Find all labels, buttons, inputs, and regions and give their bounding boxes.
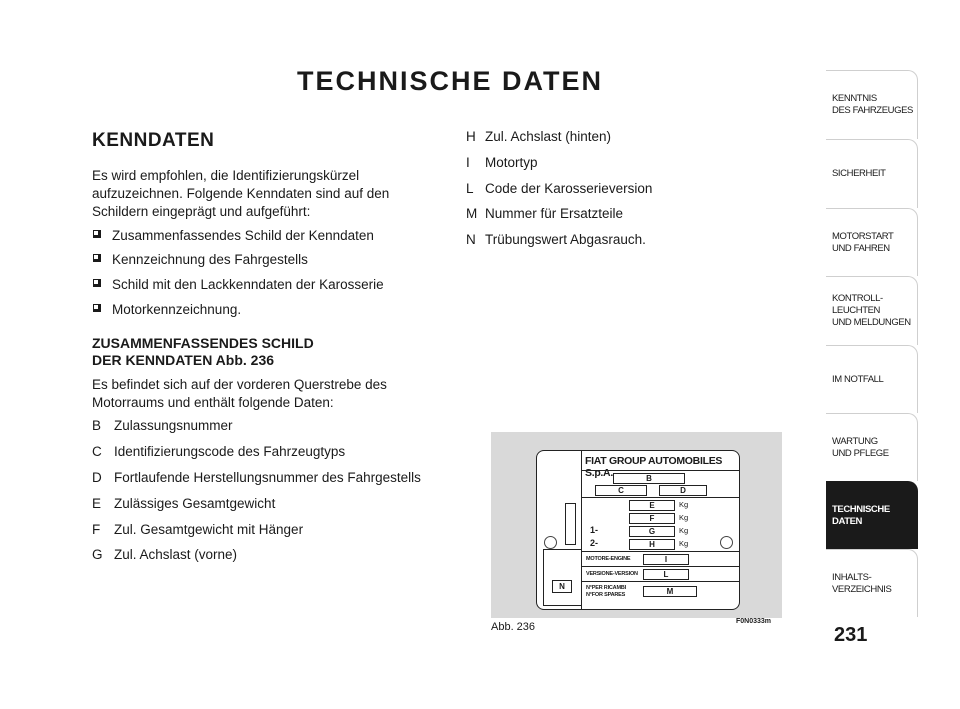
axle-2-label: 2- [590, 538, 599, 548]
item-text: Zulässiges Gesamtgewicht [114, 495, 276, 511]
unit-label: Kg [679, 539, 689, 548]
tab-technische-daten[interactable] [826, 481, 918, 549]
item-text: Fortlaufende Herstellungsnummer des Fahrgestells [114, 470, 421, 486]
field-F: F [629, 513, 675, 524]
list-item [466, 205, 786, 223]
field-H: H [629, 539, 675, 550]
item-text: Motortyp [485, 154, 538, 170]
item-text: Code der Karosserieversion [485, 180, 653, 196]
item-text: Zul. Achslast (vorne) [114, 547, 238, 563]
bullet-item: Zusammenfassendes Schild der Kenndaten [92, 227, 442, 245]
list-item [466, 231, 786, 249]
bullet-item: Kennzeichnung des Fahrgestells [92, 251, 442, 269]
item-key: E [92, 495, 102, 511]
unit-label: Kg [679, 526, 689, 535]
tab-label: MOTORSTART UND FAHREN [832, 230, 894, 254]
list-item [92, 469, 442, 487]
item-key: I [466, 154, 470, 170]
sub-intro-paragraph: Es befindet sich auf der vorderen Querstrebe des Motorraums und enthält folgende Daten: [92, 376, 387, 410]
axle-1-label: 1- [590, 525, 599, 535]
sub-title-line-2: DER KENNDATEN Abb. 236 [92, 352, 275, 369]
page-title: TECHNISCHE DATEN [296, 66, 603, 96]
item-text: Trübungswert Abgasrauch. [485, 232, 646, 248]
page-number: 231 [834, 624, 868, 646]
item-key: D [92, 470, 102, 486]
spares-label-2: N°FOR SPARES [586, 592, 626, 598]
tab-wartung[interactable] [826, 413, 918, 481]
bullet-list [92, 227, 442, 319]
item-text: Zul. Achslast (hinten) [485, 129, 612, 144]
item-key: H [466, 129, 476, 144]
field-G: G [629, 526, 675, 537]
version-label: VERSIONE-VERSION [586, 571, 638, 577]
tab-motorstart[interactable] [826, 208, 918, 276]
plate-divider [581, 551, 739, 552]
unit-label: Kg [679, 500, 689, 509]
item-text: Identifizierungscode des Fahrzeugtyps [114, 444, 346, 460]
item-key: F [92, 521, 101, 537]
bullet-item: Motorkennzeichnung. [92, 301, 442, 319]
tab-label: INHALTS- VERZEICHNIS [832, 571, 892, 595]
item-key: C [92, 444, 102, 460]
list-item [466, 154, 786, 172]
item-key: M [466, 206, 478, 222]
item-text: Nummer für Ersatzteile [485, 206, 624, 222]
tab-kenntnis[interactable] [826, 70, 918, 139]
engine-label: MOTORE-ENGINE [586, 556, 631, 562]
letter-list-left [92, 417, 442, 564]
right-column [466, 128, 786, 257]
unit-label: Kg [679, 513, 689, 522]
bullet-item: Schild mit den Lackkenndaten der Karosserie [92, 276, 442, 294]
id-plate-figure [491, 432, 782, 618]
tab-label: WARTUNG UND PFLEGE [832, 435, 889, 459]
plate-divider [581, 497, 739, 498]
left-column [92, 128, 442, 572]
tab-label: SICHERHEIT [832, 168, 886, 180]
list-item [92, 495, 442, 513]
tab-label: KENNTNIS DES FAHRZEUGES [832, 93, 913, 116]
sub-title [92, 335, 442, 370]
tab-label: KONTROLL- LEUCHTEN UND MELDUNGEN [832, 293, 911, 328]
field-D: D [659, 485, 707, 496]
list-item [92, 443, 442, 461]
field-M: M [643, 586, 697, 597]
field-C: C [595, 485, 647, 496]
id-plate [536, 450, 740, 610]
tab-im-notfall[interactable] [826, 345, 918, 413]
plate-divider [581, 581, 739, 582]
plate-header: FIAT GROUP AUTOMOBILES S.p.A. [585, 455, 723, 479]
section-title: KENNDATEN [92, 130, 215, 151]
field-E: E [629, 500, 675, 511]
field-B: B [613, 473, 685, 484]
field-L: L [643, 569, 689, 580]
list-item [92, 546, 442, 564]
list-item [92, 417, 442, 435]
spares-label-1: N°PER RICAMBI [586, 585, 626, 591]
plate-divider [581, 566, 739, 567]
mounting-hole-icon [544, 536, 557, 549]
list-item [92, 521, 442, 539]
tab-sicherheit[interactable] [826, 139, 918, 208]
mounting-hole-icon [720, 536, 733, 549]
field-N: N [552, 580, 572, 593]
figure-caption: Abb. 236 [491, 621, 536, 633]
list-item [466, 128, 786, 146]
plate-divider [581, 470, 739, 471]
item-key: L [466, 180, 474, 196]
tab-label: IM NOTFALL [832, 373, 884, 385]
item-key: G [92, 547, 103, 563]
tab-inhaltsverzeichnis[interactable] [826, 549, 918, 617]
tab-label: TECHNISCHE DATEN [832, 503, 890, 527]
intro-paragraph: Es wird empfohlen, die Identifizierungskürzel aufzuzeichnen. Folgende Kenndaten sind auf den Schildern eingeprägt und aufgeführt: [92, 168, 390, 219]
plate-slot [565, 503, 576, 545]
item-key: N [466, 232, 476, 248]
field-I: I [643, 554, 689, 565]
list-item [466, 180, 786, 198]
figure-code: F0N0333m [736, 618, 772, 625]
item-text: Zul. Gesamtgewicht mit Hänger [114, 521, 304, 537]
letter-list-right [466, 128, 786, 249]
smoke-value-box [543, 549, 582, 606]
tab-kontrollleuchten[interactable] [826, 276, 918, 345]
plate-divider [581, 451, 582, 609]
sub-title-line-1: ZUSAMMENFASSENDES SCHILD [92, 334, 314, 351]
item-key: B [92, 418, 102, 434]
item-text: Zulassungsnummer [114, 418, 233, 434]
